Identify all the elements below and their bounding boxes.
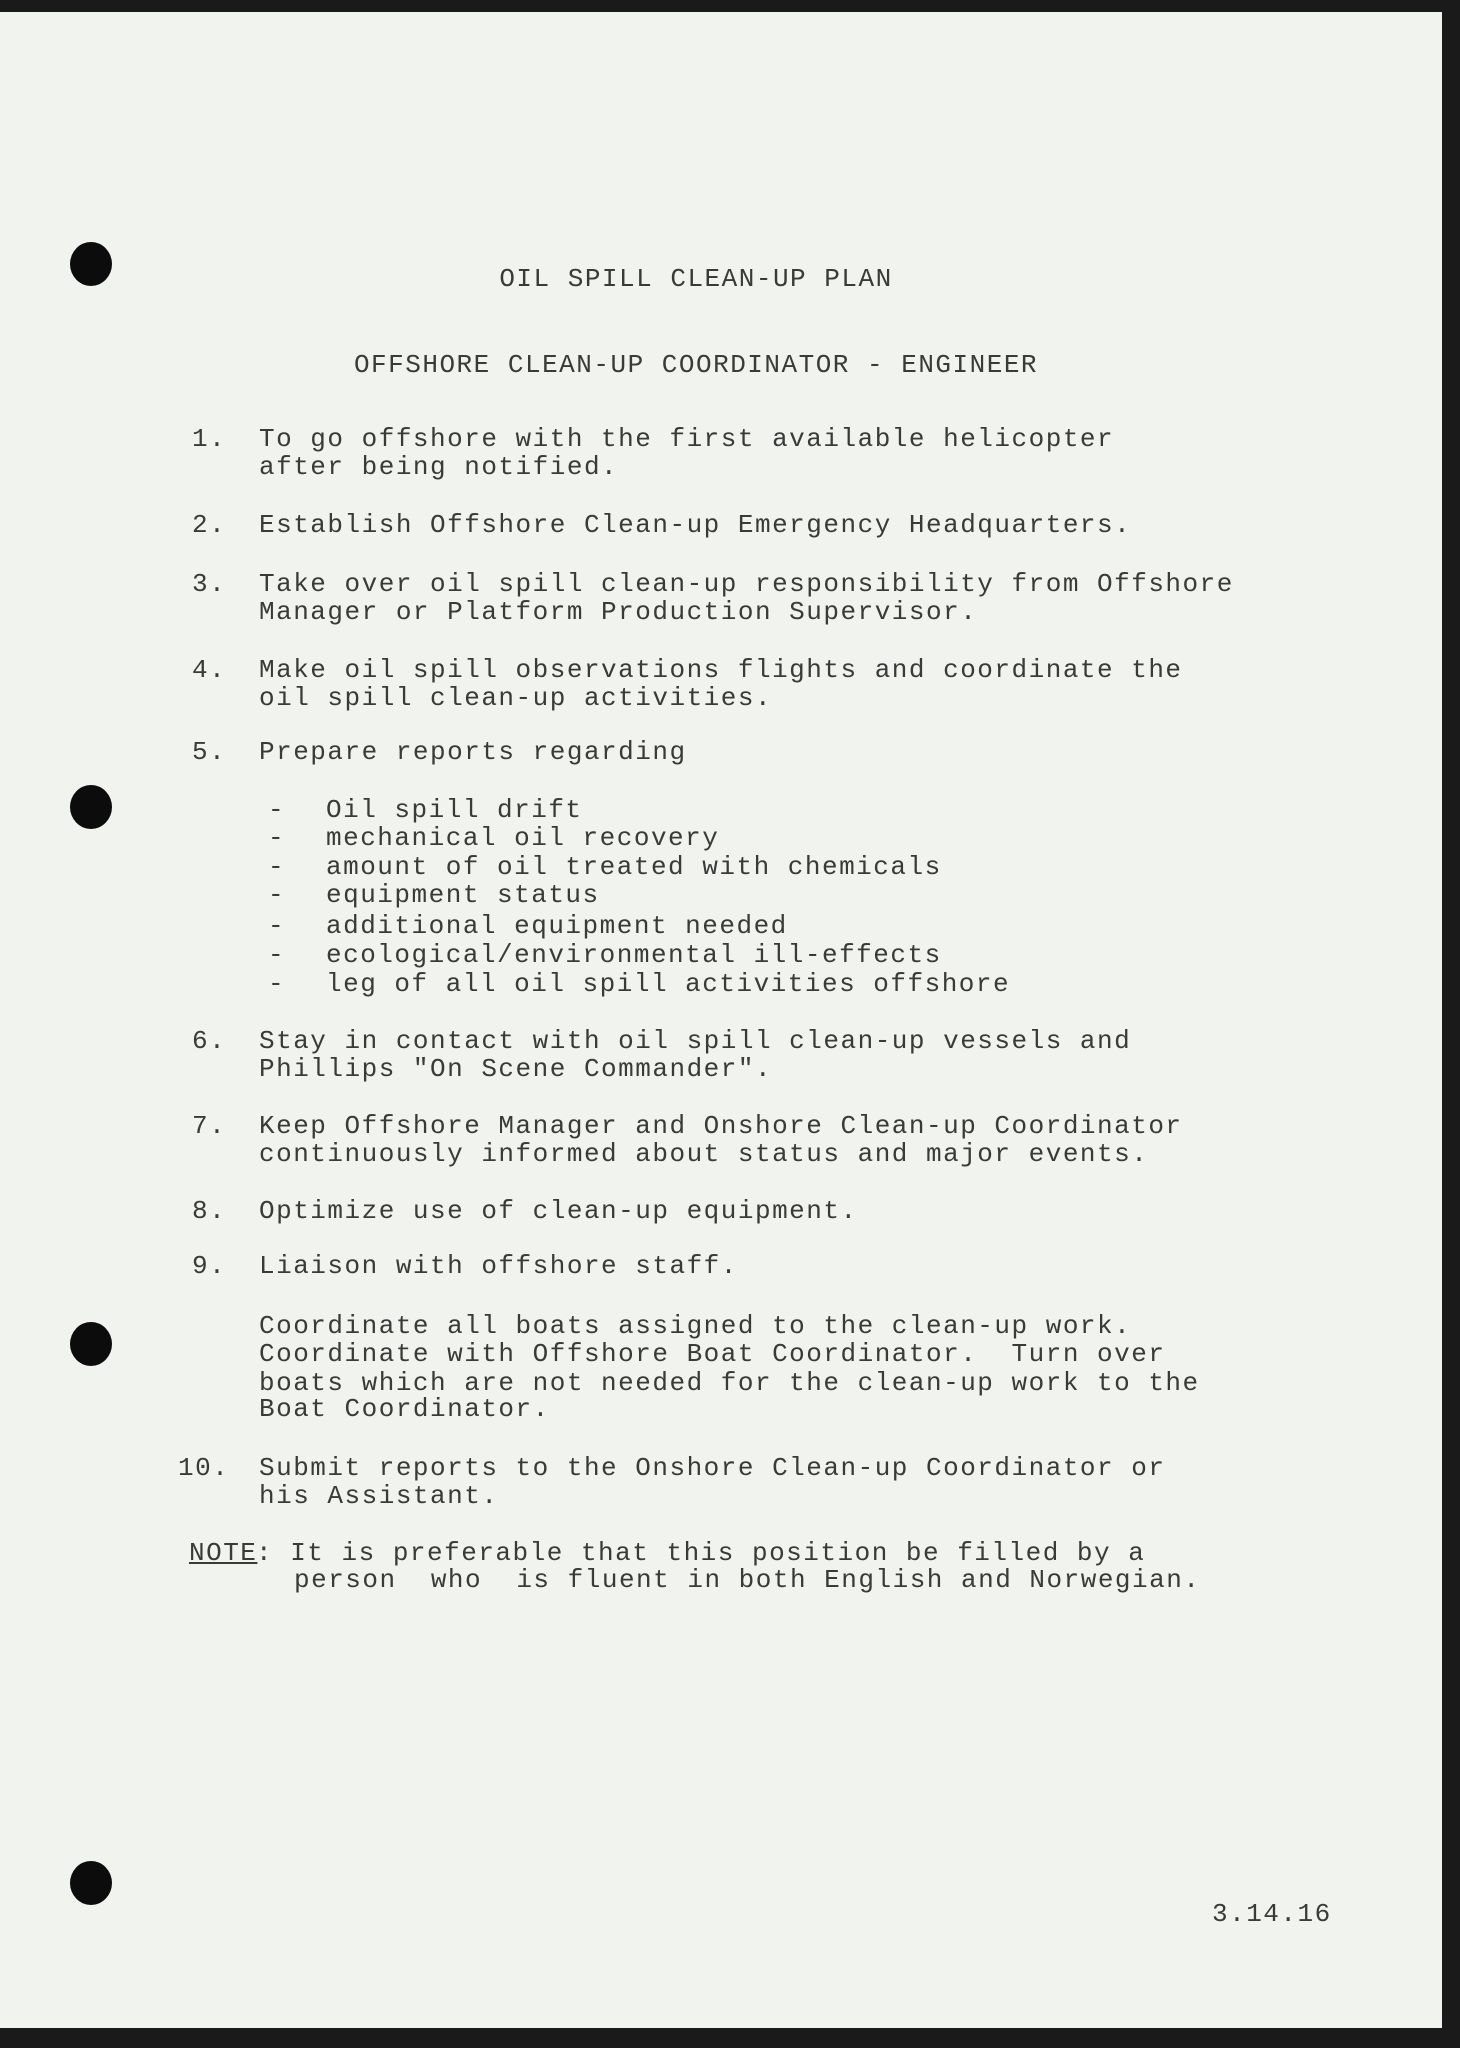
bullet-dash: - (268, 852, 286, 882)
punch-hole (70, 1861, 112, 1905)
item-text: after being notified. (259, 451, 619, 482)
document-page (0, 12, 1442, 2028)
item-text: Phillips "On Scene Commander". (259, 1053, 773, 1084)
item-number: 2. (192, 510, 227, 540)
item-text: Establish Offshore Clean-up Emergency Headquarters. (259, 510, 1132, 540)
item-text: Make oil spill observations flights and coordinate the (259, 655, 1183, 685)
note-text: person who is fluent in both English and Norwegian. (294, 1565, 1201, 1595)
item-text: continuously informed about status and major events. (259, 1138, 1149, 1169)
note-text: : It is preferable that this position be filled by a (256, 1538, 1146, 1568)
bullet-dash: - (268, 795, 286, 825)
item-number: 3. (192, 569, 227, 599)
bullet-item: mechanical oil recovery (326, 823, 720, 853)
item-number: 4. (192, 655, 227, 685)
document-title: OIL SPILL CLEAN-UP PLAN (499, 264, 893, 294)
item-text: oil spill clean-up activities. (259, 682, 773, 713)
punch-hole (70, 1322, 112, 1366)
item-text: Liaison with offshore staff. (259, 1251, 738, 1281)
item-text: Stay in contact with oil spill clean-up vessels and (259, 1026, 1132, 1056)
item-text: Manager or Platform Production Supervisor. (259, 596, 978, 627)
item-number: 1. (192, 424, 227, 454)
item-number: 6. (192, 1026, 227, 1056)
bullet-dash: - (268, 940, 286, 970)
bullet-dash: - (268, 911, 286, 941)
document-subtitle: OFFSHORE CLEAN-UP COORDINATOR - ENGINEER (353, 350, 1039, 380)
bullet-item: equipment status (326, 880, 600, 910)
item-text: his Assistant. (259, 1480, 499, 1511)
item-text: Optimize use of clean-up equipment. (259, 1196, 858, 1226)
item-text: Submit reports to the Onshore Clean-up Coordinator or (259, 1453, 1166, 1483)
bullet-item: amount of oil treated with chemicals (326, 852, 942, 882)
item-number: 5. (192, 737, 227, 767)
bullet-dash: - (268, 969, 286, 999)
paragraph-line: Boat Coordinator. (259, 1394, 550, 1424)
item-text: Keep Offshore Manager and Onshore Clean-up Coordinator (259, 1111, 1183, 1141)
item-number: 10. (178, 1453, 230, 1483)
bullet-dash: - (268, 823, 286, 853)
paragraph-line: Coordinate all boats assigned to the clean-up work. (259, 1311, 1132, 1341)
page-number: 3.14.16 (1212, 1899, 1332, 1929)
bullet-item: Oil spill drift (326, 795, 583, 825)
item-number: 9. (192, 1251, 227, 1281)
item-text: Take over oil spill clean-up responsibility from Offshore (259, 569, 1234, 599)
paragraph-line: boats which are not needed for the clean-up work to the (259, 1368, 1200, 1398)
note-label: NOTE (189, 1538, 258, 1568)
item-text: Prepare reports regarding (259, 737, 687, 767)
bullet-item: ecological/environmental ill-effects (326, 940, 942, 970)
bullet-item: additional equipment needed (326, 911, 788, 941)
item-text: To go offshore with the first available helicopter (259, 424, 1115, 454)
item-number: 7. (192, 1111, 227, 1141)
bullet-dash: - (268, 880, 286, 910)
punch-hole (70, 785, 112, 829)
paragraph-line: Coordinate with Offshore Boat Coordinator. Turn over (259, 1339, 1166, 1369)
bullet-item: leg of all oil spill activities offshore (326, 969, 1011, 999)
item-number: 8. (192, 1196, 227, 1226)
